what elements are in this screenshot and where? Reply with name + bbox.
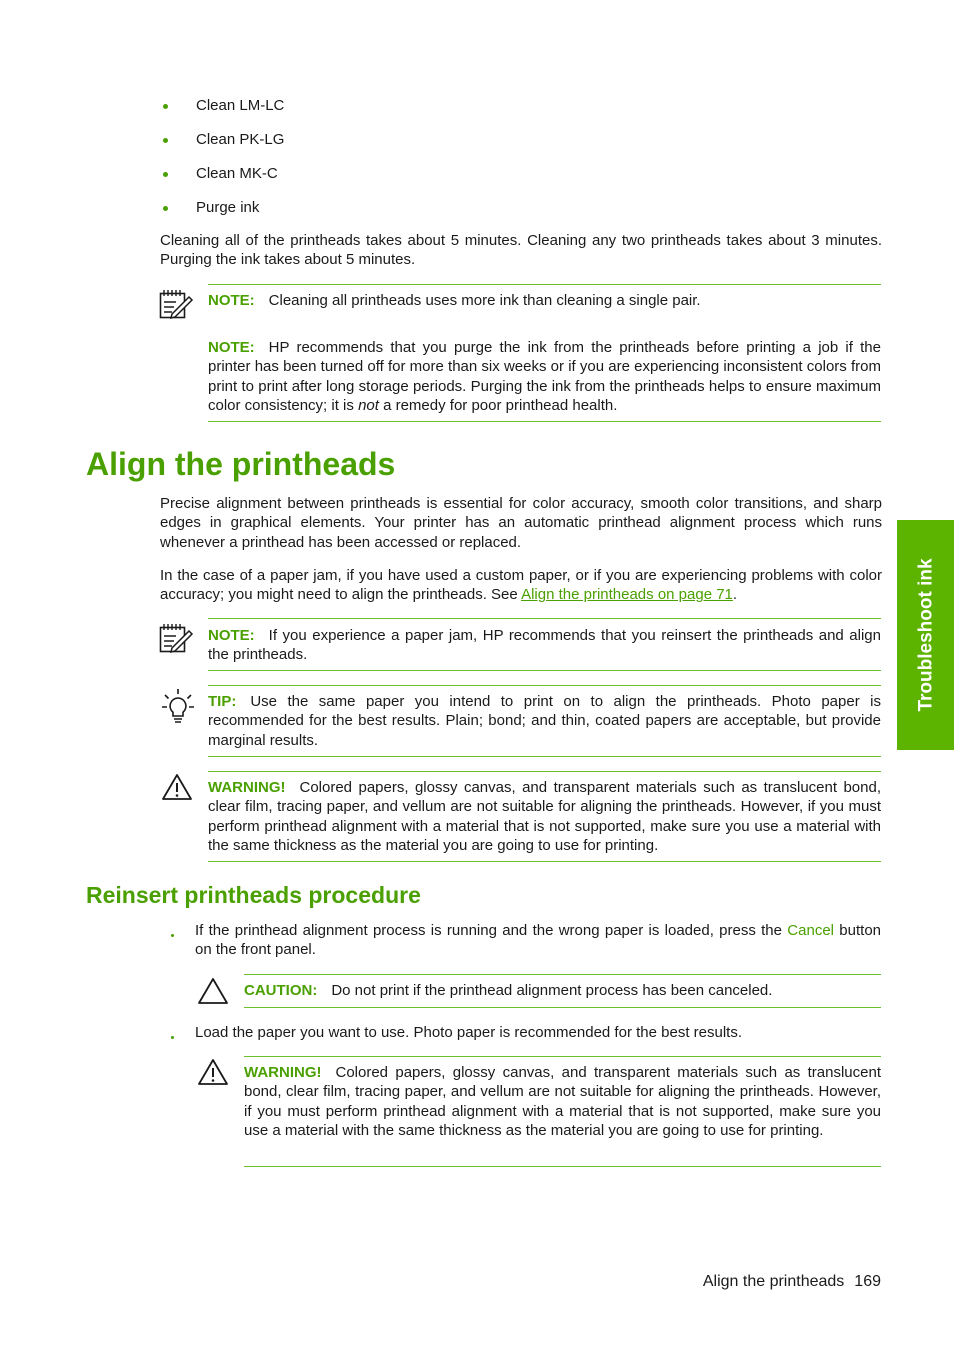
note-3: NOTE: If you experience a paper jam, HP recommends that you reinsert the printheads and align the printheads. bbox=[208, 627, 881, 664]
list-item: Clean MK-C bbox=[160, 163, 880, 197]
step-marker-icon bbox=[171, 1036, 174, 1039]
caution-top-rule bbox=[244, 974, 881, 975]
alignment-paragraph: Precise alignment between printheads is essential for color accuracy, smooth color transitions, and sharp edges in graphical elements. Your printer has an automatic printhead alignment process which runs whenever a printhead has been accessed or replaced. bbox=[160, 495, 882, 551]
warning-bottom-rule bbox=[244, 1166, 881, 1167]
warning-label: WARNING! bbox=[208, 779, 286, 796]
lightbulb-icon bbox=[160, 687, 196, 725]
warning-top-rule bbox=[244, 1056, 881, 1057]
step-2: Load the paper you want to use. Photo paper is recommended for the best results. bbox=[195, 1024, 742, 1041]
list-item: Purge ink bbox=[160, 197, 880, 231]
note-label: NOTE: bbox=[208, 292, 255, 309]
note-pad-icon bbox=[158, 621, 194, 655]
warning-triangle-icon bbox=[197, 1058, 229, 1086]
warning-bottom-rule bbox=[208, 861, 881, 862]
note-1: NOTE: Cleaning all printheads uses more ink than cleaning a single pair. bbox=[208, 292, 701, 309]
cancel-button-ref: Cancel bbox=[787, 922, 834, 939]
step-1: If the printhead alignment process is running and the wrong paper is loaded, press the Cancel button on the front panel. bbox=[195, 922, 882, 959]
bullet-icon bbox=[163, 138, 168, 143]
note-top-rule bbox=[208, 284, 881, 285]
note-top-rule bbox=[208, 618, 881, 619]
warning-triangle-icon bbox=[161, 773, 193, 801]
list-item: Clean PK-LG bbox=[160, 129, 880, 163]
chapter-side-tab bbox=[897, 520, 954, 750]
warning-2: WARNING! Colored papers, glossy canvas, and transparent materials such as translucent bond, clear film, tracing paper, and vellum are not suitable for aligning the printheads. However, if you must perform printhead alignment with a material that is not supported, make sure you use a material with the same thickness as the material you are going to use for printing. bbox=[244, 1064, 881, 1139]
step-marker-icon bbox=[171, 934, 174, 937]
intro-paragraph: Cleaning all of the printheads takes about 5 minutes. Cleaning any two printheads takes about 3 minutes. Purging the ink takes about 5 minutes. bbox=[160, 232, 882, 269]
tip-label: TIP: bbox=[208, 693, 237, 710]
list-item: Clean LM-LC bbox=[160, 95, 880, 129]
bullet-icon bbox=[163, 172, 168, 177]
bullet-icon bbox=[163, 104, 168, 109]
note-label: NOTE: bbox=[208, 339, 255, 356]
note-bottom-rule bbox=[208, 421, 881, 422]
chapter-tab-label: Troubleshoot ink bbox=[914, 558, 936, 712]
page-title: Align the printheads bbox=[86, 446, 396, 482]
caution-bottom-rule bbox=[244, 1007, 881, 1008]
footer-title: Align the printheads bbox=[702, 1273, 845, 1290]
tip-bottom-rule bbox=[208, 756, 881, 757]
paper-jam-paragraph: In the case of a paper jam, if you have used a custom paper, or if you are experiencing problems with color accuracy; you might need to align the printheads. See Align the printheads on page 71. bbox=[160, 567, 882, 604]
note-label: NOTE: bbox=[208, 627, 255, 644]
warning-1: WARNING! Colored papers, glossy canvas, and transparent materials such as translucent bond, clear film, tracing paper, and vellum are not suitable for aligning the printheads. However, if you must perform printhead alignment with a material that is not supported, make sure you use a material with the same thickness as the material you are going to use for printing. bbox=[208, 779, 881, 854]
cleaning-options-list bbox=[160, 95, 880, 231]
align-printheads-link[interactable]: Align the printheads on page 71 bbox=[521, 586, 733, 604]
note-bottom-rule bbox=[208, 670, 881, 671]
caution: CAUTION: Do not print if the printhead alignment process has been canceled. bbox=[244, 982, 773, 999]
bullet-icon bbox=[163, 206, 168, 211]
note-pad-icon bbox=[158, 287, 194, 321]
warning-top-rule bbox=[208, 771, 881, 772]
section-heading: Reinsert printheads procedure bbox=[86, 882, 421, 908]
tip-top-rule bbox=[208, 685, 881, 686]
warning-label: WARNING! bbox=[244, 1064, 322, 1081]
note-2: NOTE: HP recommends that you purge the ink from the printheads before printing a job if the printer has been turned off for more than six weeks or if you are experiencing inconsistent colors from print to print after long storage periods. Purging the ink from the printheads helps to ensure maximum color consistency; it is not a remedy for poor printhead health. bbox=[208, 339, 881, 414]
caution-triangle-icon bbox=[197, 977, 229, 1005]
page-footer bbox=[703, 1272, 881, 1291]
tip: TIP: Use the same paper you intend to print on to align the printheads. Photo paper is recommended for the best results. Plain; bond; and thin, coated papers are acceptable, but provide marginal results. bbox=[208, 693, 881, 749]
caution-label: CAUTION: bbox=[244, 982, 318, 999]
page-number: 169 bbox=[854, 1273, 881, 1290]
